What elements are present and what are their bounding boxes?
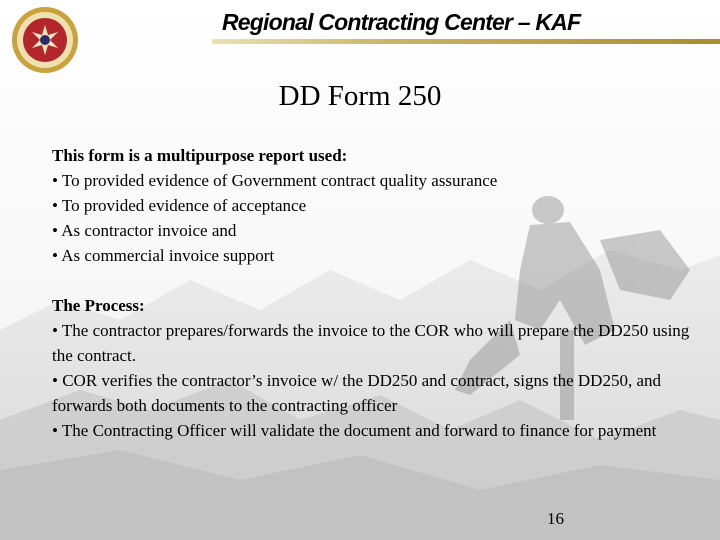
slide-title: DD Form 250 <box>278 80 442 112</box>
intro-bullet: • As commercial invoice support <box>52 246 275 265</box>
intro-bullet: • To provided evidence of acceptance <box>52 196 307 215</box>
intro-heading: This form is a multipurpose report used: <box>52 146 348 165</box>
process-bullet: • The contractor prepares/forwards the invoice to the COR who will prepare the DD250 using the contract. <box>52 321 690 365</box>
header-title: Regional Contracting Center – KAF <box>222 9 581 35</box>
eagle-seal-icon <box>10 5 80 75</box>
process-bullet: • COR verifies the contractor’s invoice w/ the DD250 and contract, signs the DD250, and forwards both documents to the contracting officer <box>52 371 661 415</box>
intro-bullet: • To provided evidence of Government contract quality assurance <box>52 171 498 190</box>
intro-section <box>52 143 702 268</box>
process-section <box>52 293 702 443</box>
intro-bullet: • As contractor invoice and <box>52 221 237 240</box>
process-bullet: • The Contracting Officer will validate the document and forward to finance for payment <box>52 421 657 440</box>
header-divider <box>212 39 720 44</box>
page-number: 16 <box>547 509 564 528</box>
process-heading: The Process: <box>52 296 145 315</box>
